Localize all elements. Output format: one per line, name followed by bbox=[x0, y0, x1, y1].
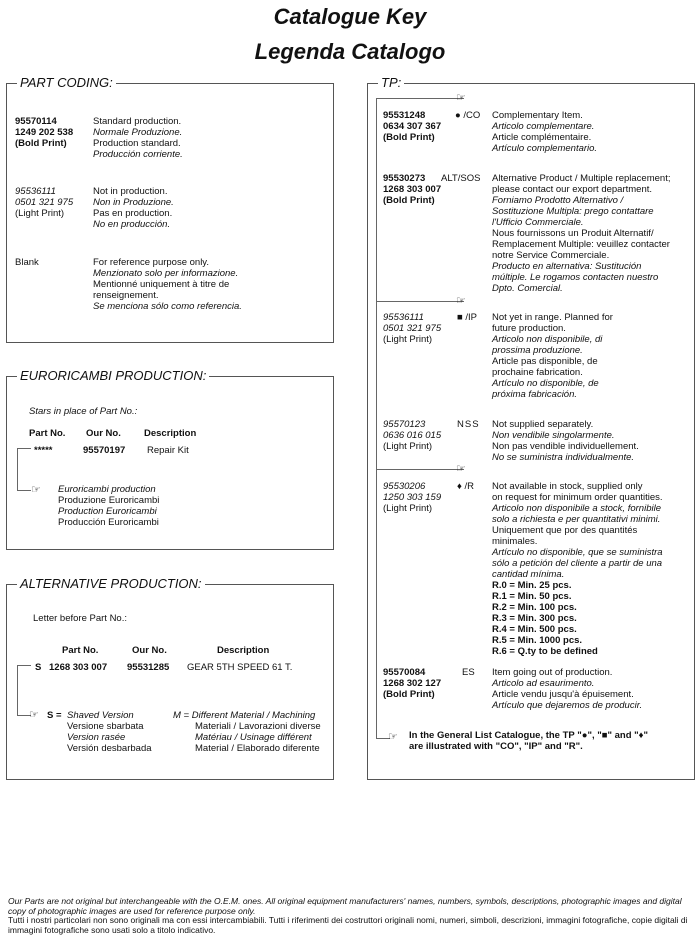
desc-line: Non vendibile singolarmente. bbox=[492, 430, 615, 441]
desc-line: sólo a petición del cliente a partir de una bbox=[492, 558, 663, 569]
desc-line: Produzione Euroricambi bbox=[58, 495, 160, 506]
desc-line: notre Service Commerciale. bbox=[492, 250, 610, 261]
desc-line: Non pas vendible individuellement. bbox=[492, 441, 639, 452]
footer-disclaimer-it: Tutti i nostri particolari non sono originali ma con essi intercambiabili. Tutti i riferimenti dei costruttori originali nomi, numeri, simboli, descrizioni, immagini fotografiche, copie digitali di immagini fotografiche sono usati solo a titolo indicativo. bbox=[8, 915, 688, 935]
desc-line: Non in Produzione. bbox=[93, 197, 174, 208]
desc-line: For reference purpose only. bbox=[93, 257, 209, 268]
desc-line: solo a richiesta e per quantitativi minimi. bbox=[492, 514, 661, 525]
r-tag: ♦ /R bbox=[457, 481, 474, 492]
note-line: In the General List Catalogue, the TP "●", "■" and "♦" bbox=[409, 730, 649, 741]
desc-line: Article pas disponible, de bbox=[492, 356, 598, 367]
r-codes bbox=[383, 481, 468, 514]
quantity-line: R.0 = Min. 25 pcs. bbox=[492, 580, 572, 591]
desc-line: Producción Euroricambi bbox=[58, 517, 159, 528]
desc-line: Production Euroricambi bbox=[58, 506, 157, 517]
desc-line: Normale Produzione. bbox=[93, 127, 183, 138]
tp-title: TP: bbox=[378, 76, 404, 90]
row-part-no: 1268 303 007 bbox=[49, 662, 108, 673]
desc-line: Versión desbarbada bbox=[67, 743, 152, 754]
tp-box bbox=[367, 75, 695, 780]
quantity-line: R.3 = Min. 300 pcs. bbox=[492, 613, 577, 624]
desc-line: Materiali / Lavorazioni diverse bbox=[195, 721, 321, 732]
desc-line: Uniquement que por des quantités bbox=[492, 525, 638, 536]
ip-description bbox=[492, 312, 613, 400]
desc-line: Alternative Product / Multiple replacement; bbox=[492, 173, 671, 184]
desc-line: Artículo no disponible, de bbox=[492, 378, 599, 389]
desc-line: Not yet in range. Planned for bbox=[492, 312, 613, 323]
not-in-production-description bbox=[93, 186, 174, 230]
note-line: are illustrated with "CO", "IP" and "R". bbox=[409, 741, 583, 752]
code: 95536111 bbox=[383, 312, 424, 323]
row-part-no: ***** bbox=[34, 445, 53, 456]
es-codes bbox=[383, 667, 468, 700]
co-description bbox=[492, 110, 597, 154]
code: 95531248 bbox=[383, 110, 426, 121]
pointing-hand-icon: ☞ bbox=[31, 484, 41, 496]
code: 95530273 bbox=[383, 173, 426, 184]
section-divider bbox=[376, 301, 464, 302]
desc-line: Artículo complementario. bbox=[492, 143, 598, 154]
code: (Bold Print) bbox=[383, 132, 435, 143]
footer-disclaimer-en: Our Parts are not original but interchangeable with the O.E.M. ones. All original equipment manufacturers' names, numbers, symbols, descriptions, photographic images and digital copy of photographic images are used for reference purpose only. bbox=[8, 896, 682, 916]
code: 0634 307 367 bbox=[383, 121, 442, 132]
row-our-no: 95570197 bbox=[83, 445, 126, 456]
connector-line bbox=[17, 448, 31, 449]
desc-line: Mentionné uniquement à titre de bbox=[93, 279, 230, 290]
quantity-line: R.5 = Min. 1000 pcs. bbox=[492, 635, 583, 646]
code: 95570114 bbox=[15, 116, 57, 127]
code: (Light Print) bbox=[383, 503, 433, 514]
alt-tag: ALT/SOS bbox=[441, 173, 481, 184]
desc-line: Version rasée bbox=[67, 732, 126, 743]
row-description: GEAR 5TH SPEED 61 T. bbox=[187, 662, 293, 673]
desc-line: Articolo non disponibile, di bbox=[492, 334, 603, 345]
desc-line: Article vendu jusqu'à épuisement. bbox=[492, 689, 634, 700]
desc-line: minimales. bbox=[492, 536, 538, 547]
s-description bbox=[67, 710, 152, 754]
desc-line: Sostituzione Multipla: prego contattare bbox=[492, 206, 654, 217]
desc-line: Complementary Item. bbox=[492, 110, 583, 121]
desc-line: Item going out of production. bbox=[492, 667, 613, 678]
section-divider bbox=[376, 469, 464, 470]
m-description bbox=[173, 710, 321, 754]
euroricambi-title: EURORICAMBI PRODUCTION: bbox=[17, 369, 209, 383]
desc-line: Not supplied separately. bbox=[492, 419, 594, 430]
desc-line: please contact our export department. bbox=[492, 184, 653, 195]
header-part-no: Part No. bbox=[29, 428, 66, 439]
ip-tag: ■ /IP bbox=[457, 312, 477, 323]
row-our-no: 95531285 bbox=[127, 662, 170, 673]
header-our-no: Our No. bbox=[132, 645, 167, 656]
desc-line: Se menciona sólo como referencia. bbox=[93, 301, 242, 312]
pointing-hand-icon: ☞ bbox=[388, 731, 398, 743]
desc-line: Versione sbarbata bbox=[67, 721, 144, 732]
code: (Light Print) bbox=[15, 208, 65, 219]
r-description bbox=[492, 481, 663, 657]
desc-line: Article complémentaire. bbox=[492, 132, 592, 143]
code: 95536111 bbox=[15, 186, 56, 197]
desc-line: Artículo no disponible, que se suministra bbox=[492, 547, 663, 558]
part-coding-box bbox=[6, 75, 334, 343]
header-our-no: Our No. bbox=[86, 428, 121, 439]
code: (Bold Print) bbox=[15, 138, 67, 149]
desc-line: Euroricambi production bbox=[58, 484, 156, 495]
standard-codes bbox=[15, 116, 100, 149]
section-divider bbox=[376, 98, 464, 99]
code: 95570123 bbox=[383, 419, 426, 430]
header-part-no: Part No. bbox=[62, 645, 99, 656]
desc-line: cantidad mínima. bbox=[492, 569, 565, 580]
code: 0636 016 015 bbox=[383, 430, 442, 441]
desc-line: M = Different Material / Machining bbox=[173, 710, 316, 721]
s-label: S = bbox=[47, 710, 62, 721]
code: 1249 202 538 bbox=[15, 127, 74, 138]
desc-line: Menzionato solo per informazione. bbox=[93, 268, 239, 279]
desc-line: Not in production. bbox=[93, 186, 168, 197]
code: (Light Print) bbox=[383, 441, 433, 452]
desc-line: múltiple. Le rogamos contacten nuestro bbox=[492, 272, 659, 283]
desc-line: Articolo complementare. bbox=[492, 121, 595, 132]
pointing-hand-icon: ☞ bbox=[456, 295, 466, 307]
desc-line: Dpto. Comercial. bbox=[492, 283, 563, 294]
es-tag: ES bbox=[462, 667, 475, 678]
row-letter: S bbox=[35, 662, 42, 673]
desc-line: future production. bbox=[492, 323, 566, 334]
standard-description bbox=[93, 116, 183, 160]
desc-line: No en producción. bbox=[93, 219, 171, 230]
code: 1250 303 159 bbox=[383, 492, 442, 503]
nss-tag: NSS bbox=[457, 419, 480, 430]
desc-line: Shaved Version bbox=[67, 710, 134, 721]
blank-code: Blank bbox=[15, 257, 39, 268]
desc-line: Articolo ad esaurimento. bbox=[492, 678, 595, 689]
code: 0501 321 975 bbox=[15, 197, 74, 208]
blank-description bbox=[93, 257, 242, 312]
connector-line bbox=[17, 665, 18, 715]
desc-line: No se suministra individualmente. bbox=[492, 452, 635, 463]
not-in-production-codes bbox=[15, 186, 100, 219]
quantity-line: R.2 = Min. 100 pcs. bbox=[492, 602, 577, 613]
code: 95530206 bbox=[383, 481, 426, 492]
row-description: Repair Kit bbox=[147, 445, 189, 456]
co-tag: ● /CO bbox=[455, 110, 481, 121]
pointing-hand-icon: ☞ bbox=[456, 463, 466, 475]
euroricambi-intro: Stars in place of Part No.: bbox=[29, 406, 138, 417]
euroricambi-box bbox=[6, 368, 334, 550]
desc-line: Artículo que dejaremos de producir. bbox=[492, 700, 643, 711]
tp-note bbox=[409, 730, 648, 752]
desc-line: Nous fournissons un Produit Alternatif/ bbox=[492, 228, 654, 239]
code: 95570084 bbox=[383, 667, 426, 678]
connector-line bbox=[17, 665, 31, 666]
nss-codes bbox=[383, 419, 468, 452]
desc-line: Not available in stock, supplied only bbox=[492, 481, 643, 492]
desc-line: Articolo non disponibile a stock, fornibile bbox=[492, 503, 661, 514]
pointing-hand-icon: ☞ bbox=[456, 92, 466, 104]
desc-line: on request for minimum order quantities. bbox=[492, 492, 663, 503]
connector-line bbox=[17, 490, 31, 491]
desc-line: prochaine fabrication. bbox=[492, 367, 583, 378]
alternative-title: ALTERNATIVE PRODUCTION: bbox=[17, 577, 205, 591]
alternative-box bbox=[6, 576, 334, 780]
desc-line: Producción corriente. bbox=[93, 149, 183, 160]
nss-description bbox=[492, 419, 639, 463]
desc-line: Pas en production. bbox=[93, 208, 173, 219]
code: (Bold Print) bbox=[383, 689, 435, 700]
euroricambi-description bbox=[58, 484, 159, 528]
desc-line: l'Ufficio Commerciale. bbox=[492, 217, 584, 228]
alt-description bbox=[492, 173, 670, 294]
desc-line: renseignement. bbox=[93, 290, 159, 301]
desc-line: Remplacement Multiple: veuillez contacter bbox=[492, 239, 670, 250]
header-description: Description bbox=[144, 428, 197, 439]
desc-line: próxima fabricación. bbox=[492, 389, 578, 400]
connector-line bbox=[17, 448, 18, 490]
header-description: Description bbox=[217, 645, 270, 656]
part-coding-title: PART CODING: bbox=[17, 76, 116, 90]
desc-line: Matériau / Usinage différent bbox=[195, 732, 312, 743]
code: (Bold Print) bbox=[383, 195, 435, 206]
code: 0501 321 975 bbox=[383, 323, 442, 334]
quantity-line: R.4 = Min. 500 pcs. bbox=[492, 624, 577, 635]
desc-line: Production standard. bbox=[93, 138, 181, 149]
pointing-hand-icon: ☞ bbox=[29, 709, 39, 721]
es-description bbox=[492, 667, 642, 711]
ip-codes bbox=[383, 312, 468, 345]
desc-line: Producto en alternativa: Sustitución bbox=[492, 261, 642, 272]
desc-line: Forniamo Prodotto Alternativo / bbox=[492, 195, 624, 206]
desc-line: Standard production. bbox=[93, 116, 182, 127]
page-title: Catalogue Key bbox=[273, 4, 427, 29]
desc-line: Material / Elaborado diferente bbox=[195, 743, 320, 754]
desc-line: prossima produzione. bbox=[492, 345, 583, 356]
code: (Light Print) bbox=[383, 334, 433, 345]
code: 1268 303 007 bbox=[383, 184, 442, 195]
quantity-line: R.6 = Q.ty to be defined bbox=[492, 646, 598, 657]
code: 1268 302 127 bbox=[383, 678, 442, 689]
quantity-line: R.1 = Min. 50 pcs. bbox=[492, 591, 572, 602]
tp-rail-line bbox=[376, 98, 377, 738]
page-subtitle: Legenda Catalogo bbox=[254, 39, 446, 64]
alternative-intro: Letter before Part No.: bbox=[33, 613, 127, 624]
